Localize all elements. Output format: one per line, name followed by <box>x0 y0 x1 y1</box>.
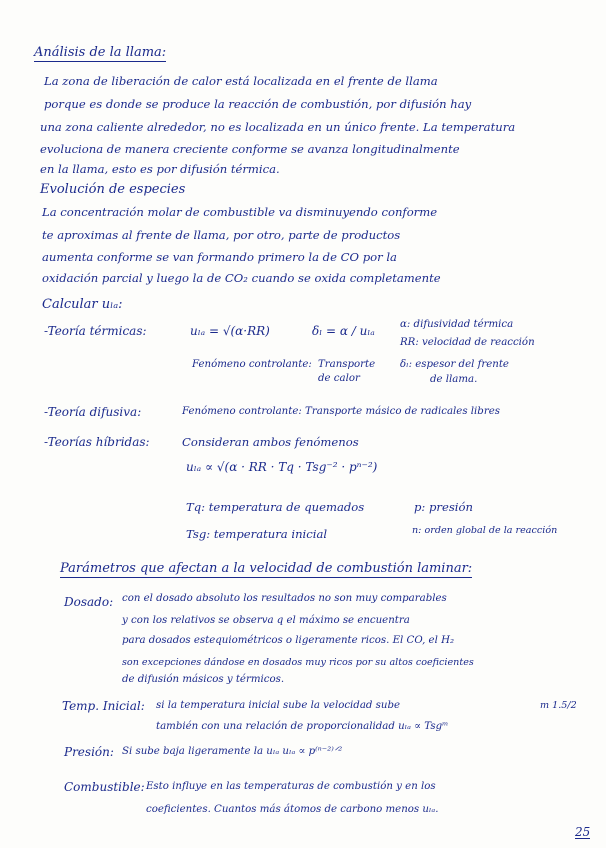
heading-especies: Evolución de especies <box>40 182 186 197</box>
text-line: te aproximas al frente de llama, por otro, parte de productos <box>42 228 401 242</box>
fenomeno-label: Fenómeno controlante: <box>192 359 312 370</box>
def-delta: de llama. <box>430 374 478 385</box>
label-teoria-termicas: -Teoría térmicas: <box>44 324 147 338</box>
text-line: La zona de liberación de calor está localizada en el frente de llama <box>44 74 438 88</box>
formula-delta: δₗ = α / uₗₐ <box>312 324 375 338</box>
def-n: n: orden global de la reacción <box>412 525 558 536</box>
def-rr: RR: velocidad de reacción <box>400 337 535 348</box>
def-delta: δₗ: espesor del frente <box>400 359 509 370</box>
text-line: son excepciones dándose en dosados muy ricos por su altos coeficientes <box>122 657 474 668</box>
text-line: para dosados estequiométricos o ligeramente ricos. El CO, el H₂ <box>122 635 455 646</box>
label-combustible: Combustible: <box>64 780 145 794</box>
text-line: oxidación parcial y luego la de CO₂ cuando se oxida completamente <box>42 271 441 285</box>
fenomeno-value: de calor <box>318 373 360 384</box>
text-hibridas: Consideran ambos fenómenos <box>182 435 359 449</box>
text-line: evoluciona de manera creciente conforme se avanza longitudinalmente <box>40 142 460 156</box>
text-line: de difusión másicos y térmicos. <box>122 674 285 685</box>
heading-calcular: Calcular uₗₐ: <box>42 297 123 312</box>
label-dosado: Dosado: <box>64 595 114 609</box>
text-line: Esto influye en las temperaturas de combustión y en los <box>146 781 436 792</box>
label-temp-inicial: Temp. Inicial: <box>62 699 145 713</box>
text-line: en la llama, esto es por difusión térmica. <box>40 162 280 176</box>
text-presion: Si sube baja ligeramente la uₗₐ uₗₐ ∝ p⁽ⁿ⁻²⁾ᐟ² <box>122 746 343 757</box>
text-line: porque es donde se produce la reacción de combustión, por difusión hay <box>44 97 472 111</box>
text-line: una zona caliente alrededor, no es localizada en un único frente. La temperatura <box>40 120 516 134</box>
label-teoria-difusiva: -Teoría difusiva: <box>44 405 142 419</box>
text-line: coeficientes. Cuantos más átomos de carbono menos uₗₐ. <box>146 804 439 815</box>
label-presion: Presión: <box>64 745 114 759</box>
text-difusiva: Fenómeno controlante: Transporte másico de radicales libres <box>182 406 500 417</box>
heading-analisis: Análisis de la llama: <box>34 45 167 60</box>
text-line: con el dosado absoluto los resultados no son muy comparables <box>122 593 447 604</box>
heading-parametros: Parámetros que afectan a la velocidad de combustión laminar: <box>60 561 473 576</box>
def-tq: Tq: temperatura de quemados <box>186 500 365 514</box>
page-number: 25 <box>575 825 591 839</box>
def-p: p: presión <box>414 500 473 514</box>
def-tsg: Tsg: temperatura inicial <box>186 527 328 541</box>
text-temp-line2: también con una relación de proporcionalidad uₗₐ ∝ Tsgᵐ <box>156 721 449 732</box>
text-line: y con los relativos se observa q el máximo se encuentra <box>122 615 410 626</box>
text-temp-line1: si la temperatura inicial sube la velocidad sube <box>156 700 401 711</box>
text-line: aumenta conforme se van formando primero la de CO por la <box>42 250 397 264</box>
text-line: La concentración molar de combustible va disminuyendo conforme <box>42 205 438 219</box>
def-alpha: α: difusividad térmica <box>400 319 514 330</box>
text-temp-exp: m 1.5/2 <box>540 700 577 711</box>
fenomeno-value: Transporte <box>318 359 376 370</box>
label-teorias-hibridas: -Teorías híbridas: <box>44 435 150 449</box>
formula-hibridas: uₗₐ ∝ √(α · RR · Tq · Tsg⁻² · pⁿ⁻²) <box>186 460 378 474</box>
formula-termicas: uₗₐ = √(α·RR) <box>190 324 270 338</box>
